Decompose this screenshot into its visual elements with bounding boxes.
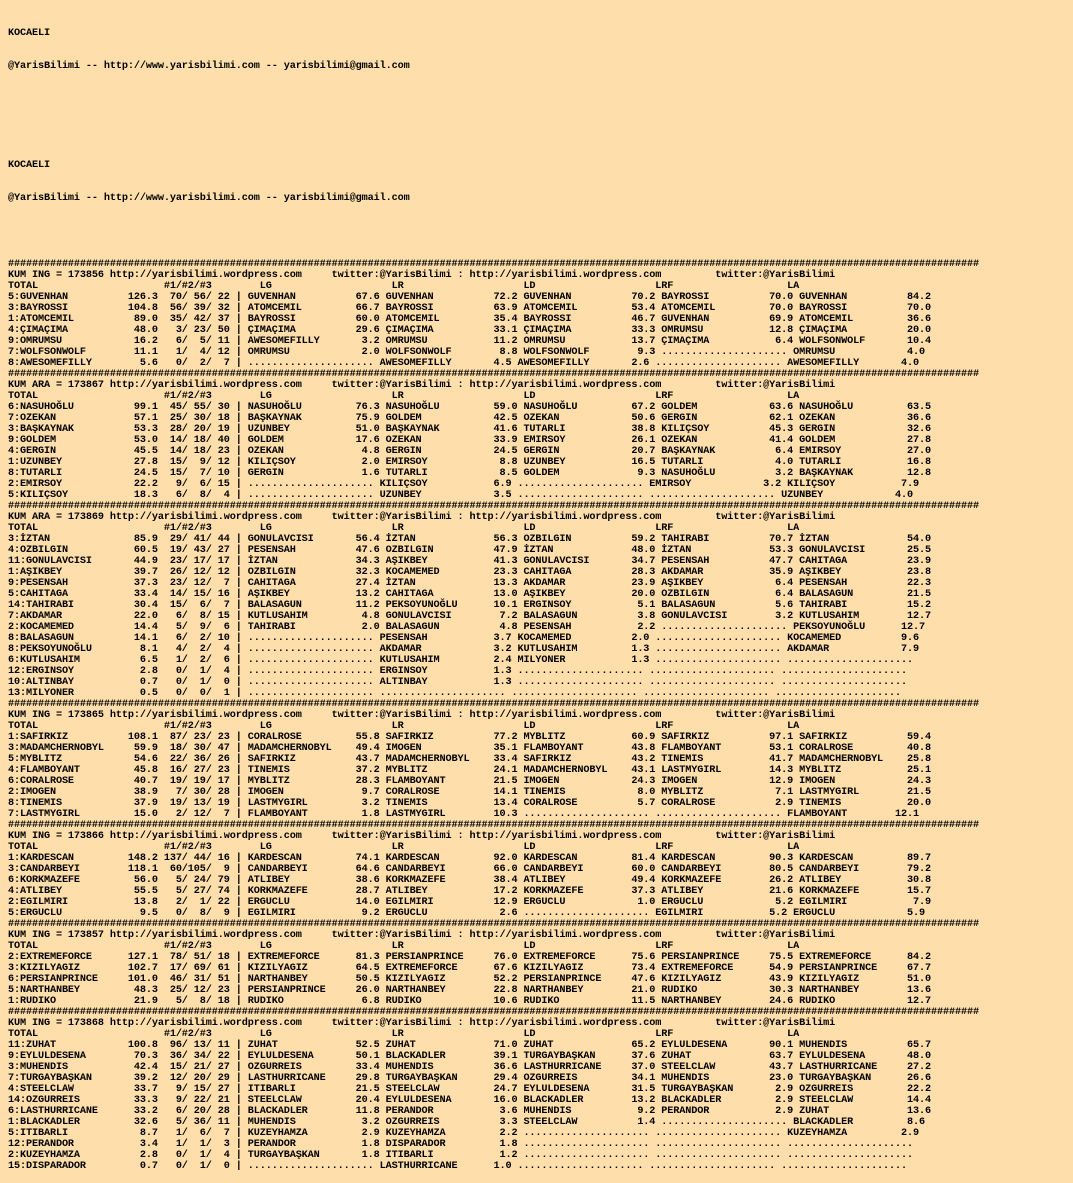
separator-line: ################################################################################################################################################################## <box>8 369 979 380</box>
race-row: 12:ERGINSOY 2.8 0/ 1/ 4 | ..................... ERGINSOY 1.3 ..................... ..................... ..................... <box>8 666 908 677</box>
spacer <box>8 94 1073 105</box>
spacer <box>8 127 1073 138</box>
race-row: 3:İZTAN 85.9 29/ 41/ 44 | GONULAVCISI 56.4 İZTAN 56.3 OZBILGIN 59.2 TAHIRABI 70.7 İZTAN 54.0 <box>8 534 931 545</box>
race-row: 7:LASTMYGIRL 15.0 2/ 12/ 7 | FLAMBOYANT 1.8 LASTMYGIRL 10.3 ..................... ..................... FLAMBOYANT 12.1 <box>8 809 920 820</box>
race-row: 8:PEKSOYUNOĞLU 8.1 4/ 2/ 4 | ..................... AKDAMAR 3.2 KUTLUSAHIM 1.3 ..................... AKDAMAR 7.9 <box>8 644 920 655</box>
race-row: 1:SAFIRKIZ 108.1 87/ 23/ 23 | CORALROSE 55.8 SAFIRKIZ 77.2 MYBLITZ 60.9 SAFIRKIZ 97.1 SAFIRKIZ 59.4 <box>8 732 931 743</box>
race-row: 1:KARDESCAN 148.2 137/ 44/ 16 | KARDESCAN 74.1 KARDESCAN 92.0 KARDESCAN 81.4 KARDESCAN 90.3 KARDESCAN 89.7 <box>8 853 931 864</box>
race-row: 4:ÇIMAÇIMA 48.0 3/ 23/ 50 | ÇIMAÇIMA 29.6 ÇIMAÇIMA 33.1 ÇIMAÇIMA 33.3 OMRUMSU 12.8 ÇIMAÇIMA 20.0 <box>8 325 931 336</box>
column-header: TOTAL #1/#2/#3 LG LR LD LRF LA <box>8 941 800 952</box>
spacer <box>8 226 1073 237</box>
race-row: 2:IMOGEN 38.9 7/ 30/ 28 | IMOGEN 9.7 CORALROSE 14.1 TINEMIS 8.0 MYBLITZ 7.1 LASTMYGIRL 21.5 <box>8 787 931 798</box>
city-heading: KOCAELI <box>8 160 50 171</box>
race-row: 2:EMIRSOY 22.2 9/ 6/ 15 | ..................... KILIÇSOY 6.9 ..................... EMIRSOY 3.2 KILIÇSOY 7.9 <box>8 479 920 490</box>
race-row: 1:ATOMCEMIL 89.0 35/ 42/ 37 | BAYROSSI 60.0 ATOMCEMIL 35.4 BAYROSSI 46.7 GUVENHAN 69.9 ATOMCEMIL 36.6 <box>8 314 931 325</box>
race-row: 11:GONULAVCISI 44.9 23/ 17/ 17 | İZTAN 34.3 AŞIKBEY 41.3 GONULAVCISI 34.7 PESENSAH 47.7 CAHITAGA 23.9 <box>8 556 931 567</box>
separator-line: ################################################################################################################################################################## <box>8 501 979 512</box>
race-row: 15:DISPARADOR 0.7 0/ 1/ 0 | ..................... LASTHURRICANE 1.0 ..................... ..................... ..................... <box>8 1161 908 1172</box>
race-row: 8:TINEMIS 37.9 19/ 13/ 19 | LASTMYGIRL 3.2 TINEMIS 13.4 CORALROSE 5.7 CORALROSE 2.9 TINEMIS 20.0 <box>8 798 931 809</box>
race-row: 11:ZUHAT 100.8 96/ 13/ 11 | ZUHAT 52.5 ZUHAT 71.0 ZUHAT 65.2 EYLULDESENA 90.1 MUHENDIS 65.7 <box>8 1040 931 1051</box>
race-title: KUM ARA = 173869 http://yarisbilimi.wordpress.com twitter:@YarisBilimi : http://yarisbilimi.wordpress.com twitter:@YarisBilimi <box>8 512 836 523</box>
race-row: 9:OMRUMSU 16.2 6/ 5/ 11 | AWESOMEFILLY 3.2 OMRUMSU 11.2 OMRUMSU 13.7 ÇIMAÇIMA 6.4 WOLFSONWOLF 10.4 <box>8 336 931 347</box>
race-row: 8:TUTARLI 24.5 15/ 7/ 10 | GERGIN 1.6 TUTARLI 8.5 GOLDEM 9.3 NASUHOĞLU 3.2 BAŞKAYNAK 12.8 <box>8 468 931 479</box>
race-row: 1:BLACKADLER 32.6 5/ 36/ 11 | MUHENDIS 3.2 OZGURREIS 3.3 STEELCLAW 1.4 ..................... BLACKADLER 8.6 <box>8 1117 926 1128</box>
credit-line: @YarisBilimi -- http://www.yarisbilimi.com -- yarisbilimi@gmail.com <box>8 193 410 204</box>
race-row: 2:KUZEYHAMZA 2.8 0/ 1/ 4 | TURGAYBAŞKAN 1.8 ITIBARLI 1.2 ..................... ..................... ..................... <box>8 1150 914 1161</box>
race-row: 10:ALTINBAY 0.7 0/ 1/ 0 | ..................... ALTINBAY 1.3 ..................... ..................... ..................... <box>8 677 908 688</box>
race-row: 3:MADAMCHERNOBYL 59.9 18/ 30/ 47 | MADAMCHERNOBYL 49.4 IMOGEN 35.1 FLAMBOYANT 43.8 FLAMBOYANT 53.1 CORALROSE 40.8 <box>8 743 931 754</box>
race-row: 5:ERGUCLU 9.5 0/ 8/ 9 | EGILMIRI 9.2 ERGUCLU 2.6 ..................... EGILMIRI 5.2 ERGUCLU 5.9 <box>8 908 926 919</box>
separator-line: ################################################################################################################################################################## <box>8 1007 979 1018</box>
race-row: 3:BAYROSSI 104.8 56/ 39/ 32 | ATOMCEMIL 66.7 BAYROSSI 63.9 ATOMCEMIL 53.4 ATOMCEMIL 70.0 BAYROSSI 70.0 <box>8 303 931 314</box>
credit-line: @YarisBilimi -- http://www.yarisbilimi.com -- yarisbilimi@gmail.com <box>8 61 410 72</box>
race-row: 3:BAŞKAYNAK 53.3 28/ 20/ 19 | UZUNBEY 51.0 BAŞKAYNAK 41.6 TUTARLI 38.8 KILIÇSOY 45.3 GERGIN 32.6 <box>8 424 931 435</box>
column-header: TOTAL #1/#2/#3 LG LR LD LRF LA <box>8 1029 800 1040</box>
city-heading: KOCAELI <box>8 28 50 39</box>
race-row: 5:GUVENHAN 126.3 70/ 56/ 22 | GUVENHAN 67.6 GUVENHAN 72.2 GUVENHAN 70.2 BAYROSSI 70.0 GUVENHAN 84.2 <box>8 292 931 303</box>
race-row: 4:OZBILGIN 60.5 19/ 43/ 27 | PESENSAH 47.6 OZBILGIN 47.9 İZTAN 48.0 İZTAN 53.3 GONULAVCISI 25.5 <box>8 545 931 556</box>
race-title: KUM ING = 173865 http://yarisbilimi.wordpress.com twitter:@YarisBilimi : http://yarisbilimi.wordpress.com twitter:@YarisBilimi <box>8 710 836 721</box>
race-row: 9:GOLDEM 53.0 14/ 18/ 40 | GOLDEM 17.6 OZEKAN 33.9 EMIRSOY 26.1 OZEKAN 41.4 GOLDEM 27.8 <box>8 435 931 446</box>
race-row: 14:TAHIRABI 30.4 15/ 6/ 7 | BALASAGUN 11.2 PEKSOYUNOĞLU 10.1 ERGINSOY 5.1 BALASAGUN 5.6 TAHIRABI 15.2 <box>8 600 931 611</box>
race-row: 1:RUDIKO 21.9 5/ 8/ 18 | RUDIKO 6.8 RUDIKO 10.6 RUDIKO 11.5 NARTHANBEY 24.6 RUDIKO 12.7 <box>8 996 931 1007</box>
race-row: 6:KUTLUSAHIM 6.5 1/ 2/ 6 | ..................... KUTLUSAHIM 2.4 MILYONER 1.3 ..................... ..................... <box>8 655 914 666</box>
race-row: 5:ITIBARLI 8.7 1/ 6/ 7 | KUZEYHAMZA 2.9 KUZEYHAMZA 2.2 ..................... ..................... KUZEYHAMZA 2.9 <box>8 1128 920 1139</box>
column-header: TOTAL #1/#2/#3 LG LR LD LRF LA <box>8 281 800 292</box>
race-row: 3:MUHENDIS 42.4 15/ 21/ 27 | OZGURREIS 33.4 MUHENDIS 36.6 LASTHURRICANE 37.0 STEELCLAW 43.7 LASTHURRICANE 27.2 <box>8 1062 931 1073</box>
race-title: KUM ING = 173857 http://yarisbilimi.wordpress.com twitter:@YarisBilimi : http://yarisbilimi.wordpress.com twitter:@YarisBilimi <box>8 930 836 941</box>
race-row: 4:ATLIBEY 55.5 5/ 27/ 74 | KORKMAZEFE 28.7 ATLIBEY 17.2 KORKMAZEFE 37.3 ATLIBEY 21.6 KORKMAZEFE 15.7 <box>8 886 931 897</box>
race-title: KUM ING = 173856 http://yarisbilimi.wordpress.com twitter:@YarisBilimi : http://yarisbilimi.wordpress.com twitter:@YarisBilimi <box>8 270 836 281</box>
race-row: 4:STEELCLAW 33.7 9/ 15/ 27 | ITIBARLI 21.5 STEELCLAW 24.7 EYLULDESENA 31.5 TURGAYBAŞKAN 2.9 OZGURREIS 22.2 <box>8 1084 931 1095</box>
race-row: 5:KILIÇSOY 18.3 6/ 8/ 4 | ..................... UZUNBEY 3.5 ..................... ..................... UZUNBEY 4.0 <box>8 490 914 501</box>
separator-line: ################################################################################################################################################################## <box>8 259 979 270</box>
column-header: TOTAL #1/#2/#3 LG LR LD LRF LA <box>8 721 800 732</box>
race-title: KUM ING = 173868 http://yarisbilimi.wordpress.com twitter:@YarisBilimi : http://yarisbilimi.wordpress.com twitter:@YarisBilimi <box>8 1018 836 1029</box>
race-row: 2:EXTREMEFORCE 127.1 78/ 51/ 18 | EXTREMEFORCE 81.3 PERSIANPRINCE 76.0 EXTREMEFORCE 75.6 PERSIANPRINCE 75.5 EXTREMEFORCE 84.2 <box>8 952 931 963</box>
separator-line: ################################################################################################################################################################## <box>8 820 979 831</box>
race-row: 6:NASUHOĞLU 99.1 45/ 55/ 30 | NASUHOĞLU 76.3 NASUHOĞLU 59.0 NASUHOĞLU 67.2 GOLDEM 63.6 NASUHOĞLU 63.5 <box>8 402 931 413</box>
race-row: 2:EGILMIRI 13.8 2/ 1/ 22 | ERGUCLU 14.0 EGILMIRI 12.9 ERGUCLU 1.0 ERGUCLU 5.2 EGILMIRI 7.9 <box>8 897 931 908</box>
race-row: 8:AWESOMEFILLY 5.6 0/ 2/ 7 | ..................... AWESOMEFILLY 4.5 AWESOMEFILLY 2.6 ..................... AWESOMEFILLY 4.0 <box>8 358 920 369</box>
race-row: 5:NARTHANBEY 48.3 25/ 12/ 23 | PERSIANPRINCE 26.0 NARTHANBEY 22.8 NARTHANBEY 21.0 RUDIKO 30.3 NARTHANBEY 13.6 <box>8 985 931 996</box>
race-row: 6:KORKMAZEFE 56.0 5/ 24/ 79 | ATLIBEY 38.6 KORKMAZEFE 38.4 ATLIBEY 49.4 KORKMAZEFE 26.2 ATLIBEY 30.8 <box>8 875 931 886</box>
separator-line: ################################################################################################################################################################## <box>8 699 979 710</box>
race-row: 6:LASTHURRICANE 33.2 6/ 20/ 28 | BLACKADLER 11.8 PERANDOR 3.6 MUHENDIS 9.2 PERANDOR 2.9 ZUHAT 13.6 <box>8 1106 931 1117</box>
race-row: 4:GERGIN 45.5 14/ 18/ 23 | OZEKAN 4.8 GERGIN 24.5 GERGIN 20.7 BAŞKAYNAK 6.4 EMIRSOY 27.0 <box>8 446 931 457</box>
race-row: 5:CAHITAGA 33.4 14/ 15/ 16 | AŞIKBEY 13.2 CAHITAGA 13.0 AŞIKBEY 20.0 OZBILGIN 6.4 BALASAGUN 21.5 <box>8 589 931 600</box>
race-title: KUM ING = 173866 http://yarisbilimi.wordpress.com twitter:@YarisBilimi : http://yarisbilimi.wordpress.com twitter:@YarisBilimi <box>8 831 836 842</box>
separator-line: ################################################################################################################################################################## <box>8 919 979 930</box>
column-header: TOTAL #1/#2/#3 LG LR LD LRF LA <box>8 523 800 534</box>
race-blocks <box>8 259 1073 1172</box>
race-row: 4:FLAMBOYANT 45.8 16/ 27/ 23 | TINEMIS 37.2 MYBLITZ 24.1 MADAMCHERNOBYL 43.1 LASTMYGIRL 14.3 MYBLITZ 25.1 <box>8 765 931 776</box>
race-title: KUM ARA = 173867 http://yarisbilimi.wordpress.com twitter:@YarisBilimi : http://yarisbilimi.wordpress.com twitter:@YarisBilimi <box>8 380 836 391</box>
column-header: TOTAL #1/#2/#3 LG LR LD LRF LA <box>8 842 800 853</box>
race-row: 5:MYBLITZ 54.6 22/ 36/ 26 | SAFIRKIZ 43.7 MADAMCHERNOBYL 33.4 SAFIRKIZ 43.2 TINEMIS 41.7 MADAMCHERNOBYL 25.8 <box>8 754 931 765</box>
race-row: 1:UZUNBEY 27.8 15/ 9/ 12 | KILIÇSOY 2.0 EMIRSOY 8.8 UZUNBEY 16.5 TUTARLI 4.0 TUTARLI 16.8 <box>8 457 931 468</box>
race-row: 6:PERSIANPRINCE 101.0 46/ 31/ 51 | NARTHANBEY 50.5 KIZILYAGIZ 52.2 PERSIANPRINCE 47.6 KIZILYAGIZ 43.9 KIZILYAGIZ 51.0 <box>8 974 931 985</box>
race-row: 2:KOCAMEMED 14.4 5/ 9/ 6 | TAHIRABI 2.0 BALASAGUN 4.8 PESENSAH 2.2 ..................... PEKSOYUNOĞLU 12.7 <box>8 622 926 633</box>
race-row: 9:PESENSAH 37.3 23/ 12/ 7 | CAHITAGA 27.4 İZTAN 13.3 AKDAMAR 23.9 AŞIKBEY 6.4 PESENSAH 22.3 <box>8 578 931 589</box>
race-row: 13:MILYONER 0.5 0/ 0/ 1 | ..................... ..................... ..................... ..................... ..................... <box>8 688 902 699</box>
race-row: 9:EYLULDESENA 70.3 36/ 34/ 22 | EYLULDESENA 50.1 BLACKADLER 39.1 TURGAYBAŞKAN 37.6 ZUHAT 63.7 EYLULDESENA 48.0 <box>8 1051 931 1062</box>
race-row: 8:BALASAGUN 14.1 6/ 2/ 10 | ..................... PESENSAH 3.7 KOCAMEMED 2.0 ..................... KOCAMEMED 9.6 <box>8 633 920 644</box>
race-row: 7:AKDAMAR 22.0 6/ 8/ 15 | KUTLUSAHIM 4.8 GONULAVCISI 7.2 BALASAGUN 3.8 GONULAVCISI 3.2 KUTLUSAHIM 12.7 <box>8 611 931 622</box>
race-row: 1:AŞIKBEY 39.7 26/ 12/ 12 | OZBILGIN 32.3 KOCAMEMED 23.3 CAHITAGA 28.3 AKDAMAR 35.9 AŞIKBEY 23.8 <box>8 567 931 578</box>
race-row: 14:OZGURREIS 33.3 9/ 22/ 21 | STEELCLAW 20.4 EYLULDESENA 16.0 BLACKADLER 13.2 BLACKADLER 2.9 STEELCLAW 14.4 <box>8 1095 931 1106</box>
column-header: TOTAL #1/#2/#3 LG LR LD LRF LA <box>8 391 800 402</box>
race-row: 7:WOLFSONWOLF 11.1 1/ 4/ 12 | OMRUMSU 2.0 WOLFSONWOLF 8.8 WOLFSONWOLF 9.3 ..................... OMRUMSU 4.0 <box>8 347 926 358</box>
race-row: 6:CORALROSE 40.7 19/ 19/ 17 | MYBLITZ 28.3 FLAMBOYANT 21.5 IMOGEN 24.3 IMOGEN 12.9 IMOGEN 24.3 <box>8 776 931 787</box>
race-row: 3:CANDARBEYI 118.1 60/105/ 9 | CANDARBEYI 64.6 CANDARBEYI 66.0 CANDARBEYI 60.0 CANDARBEYI 80.5 CANDARBEYI 79.2 <box>8 864 931 875</box>
race-row: 3:KIZILYAGIZ 102.7 17/ 69/ 61 | KIZILYAGIZ 64.5 EXTREMEFORCE 67.6 KIZILYAGIZ 73.4 EXTREMEFORCE 54.9 PERSIANPRINCE 67.7 <box>8 963 931 974</box>
race-row: 7:TURGAYBAŞKAN 39.2 12/ 20/ 29 | LASTHURRICANE 29.8 TURGAYBAŞKAN 29.4 OZGURREIS 34.1 MUHENDIS 23.0 TURGAYBAŞKAN 26.6 <box>8 1073 931 1084</box>
race-row: 12:PERANDOR 3.4 1/ 1/ 3 | PERANDOR 1.8 DISPARADOR 1.8 ..................... ..................... ..................... <box>8 1139 914 1150</box>
race-row: 7:OZEKAN 57.1 25/ 30/ 18 | BAŞKAYNAK 75.9 GOLDEM 42.5 OZEKAN 50.6 GERGIN 62.1 OZEKAN 36.6 <box>8 413 931 424</box>
